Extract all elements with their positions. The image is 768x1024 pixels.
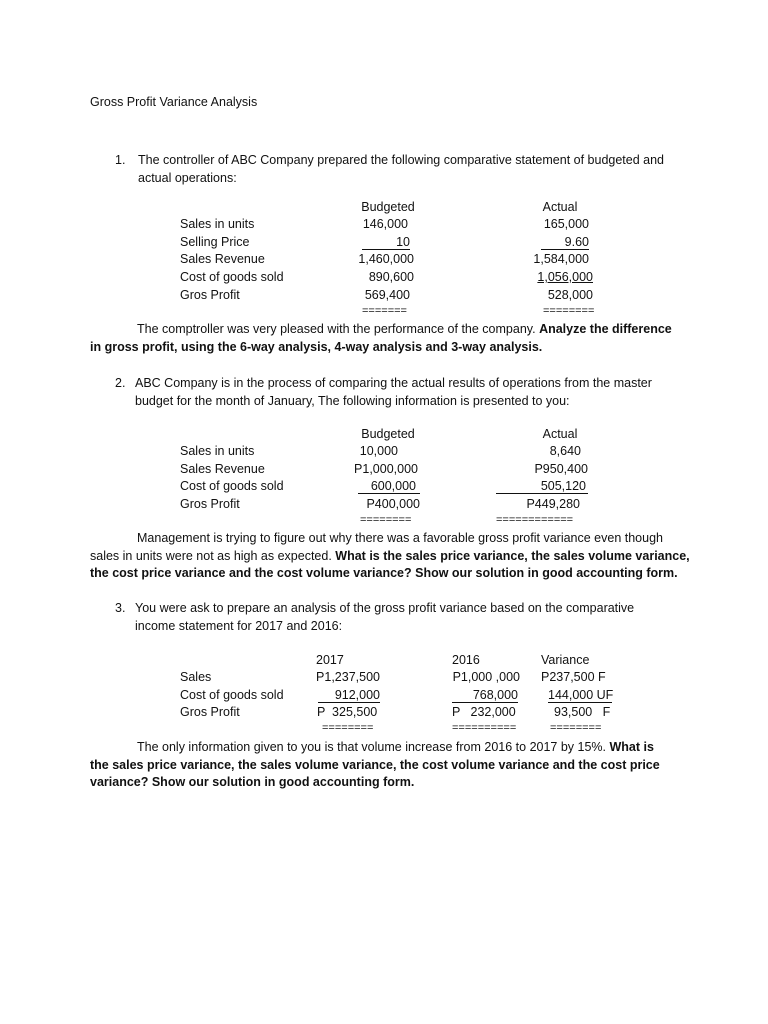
row-label: Selling Price [180,235,250,249]
paragraph-bold-text: the sales price variance, the sales volume variance, the cost volume variance and the cost price [90,757,660,772]
double-underline: ======== [550,722,602,734]
underline [548,702,612,703]
actual-value: 1,584,000 [533,252,589,266]
row-label: Gros Profit [180,705,240,719]
value-2017: P 325,500 [317,705,378,719]
double-underline: ======== [322,722,374,734]
paragraph-bold-text: the cost price variance and the cost volume variance? Show our solution in good accounting form. [90,566,678,580]
actual-value: 9.60 [564,235,589,249]
column-header-variance: Variance [541,653,590,667]
double-underline: ========== [452,722,517,734]
variance-value: P237,500 F [541,670,606,684]
underline [318,702,380,703]
question-text-line: budget for the month of January, The following information is presented to you: [135,393,570,408]
column-header-2017: 2017 [316,653,344,667]
underline [362,249,410,250]
question-text-line: The controller of ABC Company prepared the following comparative statement of budgeted and [138,153,665,167]
budgeted-value: 569,400 [364,288,410,302]
value-2016: P 232,000 [452,705,516,719]
double-underline: ======== [543,305,595,317]
question-text-line: income statement for 2017 and 2016: [135,618,343,633]
column-header-actual: Actual [542,427,578,441]
underline [541,249,589,250]
budgeted-value: 10,000 [359,444,398,458]
paragraph-text: sales in units were not as high as expected. [90,548,332,563]
column-header-actual: Actual [542,200,578,214]
actual-value: P449,280 [526,497,580,511]
budgeted-value: 146,000 [362,217,408,231]
actual-value: 528,000 [547,288,593,302]
budgeted-value: 890,600 [368,270,414,284]
column-header-budgeted: Budgeted [361,427,415,441]
question-number: 1. [115,153,126,167]
actual-value: 8,640 [549,444,581,458]
row-label: Sales [180,670,212,684]
q3-instructions [90,739,660,792]
underline [496,493,588,494]
row-label: Sales Revenue [180,462,265,476]
row-label: Sales in units [180,444,255,458]
actual-value: 1,056,000 [537,270,593,284]
row-label: Gros Profit [180,497,240,511]
budgeted-value: P400,000 [366,497,420,511]
paragraph-bold-text: What is the sales price variance, the sales volume variance, [335,548,690,563]
paragraph-bold-text: What is [609,740,654,754]
variance-value: 93,500 F [554,705,611,719]
question-text [135,375,652,410]
row-label: Cost of goods sold [180,688,284,702]
row-label: Cost of goods sold [180,270,284,284]
actual-value: P950,400 [534,462,588,476]
paragraph-text: The only information given to you is that volume increase from 2016 to 2017 by 15%. [137,740,607,754]
value-2016: 768,000 [472,688,518,702]
row-label: Sales in units [180,217,255,231]
double-underline: ============ [496,514,574,526]
row-label: Sales Revenue [180,252,265,266]
row-label: Gros Profit [180,288,240,302]
question-number: 2. [115,376,126,390]
actual-value: 505,120 [540,479,586,493]
variance-value: 144,000 UF [548,688,614,702]
paragraph-text: The comptroller was very pleased with the performance of the company. [137,322,536,336]
actual-value: 165,000 [543,217,589,231]
value-2016: P1,000 ,000 [452,670,520,684]
column-header-2016: 2016 [452,653,480,667]
budgeted-value: P1,000,000 [354,462,418,476]
document-title: Gross Profit Variance Analysis [90,95,258,109]
double-underline: ======== [360,514,412,526]
double-underline: ======= [362,305,407,317]
column-header-budgeted: Budgeted [361,200,415,214]
budgeted-value: 10 [396,235,410,249]
question-text-line: ABC Company is in the process of comparing the actual results of operations from the master [135,376,652,390]
row-label: Cost of goods sold [180,479,284,493]
question-number: 3. [115,601,126,615]
paragraph-bold-text: variance? Show our solution in good accounting form. [90,775,415,789]
q2-instructions [90,530,690,583]
question-text-line: You were ask to prepare an analysis of the gross profit variance based on the comparative [135,601,635,615]
underline [452,702,518,703]
question-text [135,600,634,635]
question-text-line: actual operations: [138,170,237,185]
budgeted-value: 600,000 [370,479,416,493]
question-text [138,152,664,187]
budgeted-value: 1,460,000 [358,252,414,266]
paragraph-bold-text: Analyze the difference [539,322,672,336]
value-2017: 912,000 [334,688,380,702]
paragraph-text: Management is trying to figure out why there was a favorable gross profit variance even though [137,531,663,545]
paragraph-bold-text: in gross profit, using the 6-way analysis, 4-way analysis and 3-way analysis. [90,339,543,354]
underline [358,493,420,494]
q1-instructions [90,321,672,356]
value-2017: P1,237,500 [316,670,380,684]
